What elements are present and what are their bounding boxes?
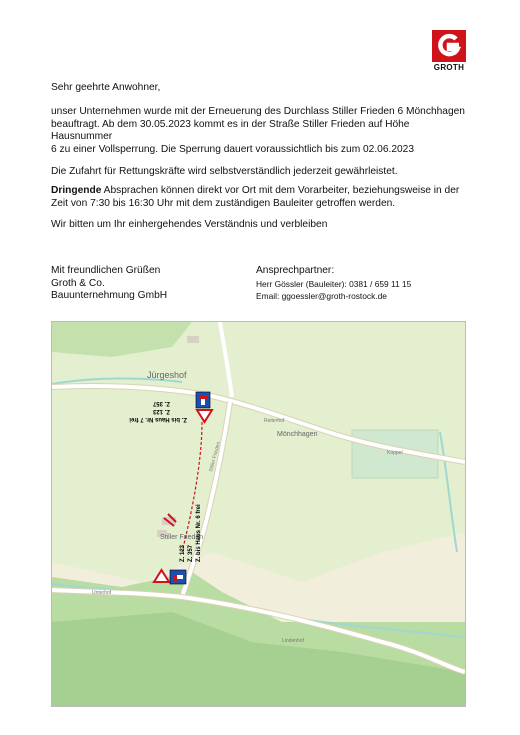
paragraph-emergency-access: Die Zufahrt für Rettungskräfte wird selbstverständlich jederzeit gewährleistet. [51, 166, 398, 177]
map-label-unterhof: Unterhof [92, 590, 112, 596]
groth-logo-text: GROTH [433, 63, 465, 72]
map-label-lindenhof: Lindenhof [282, 638, 304, 644]
map-building [187, 336, 199, 343]
map-label-reiterhof: Reiterhof [264, 418, 285, 424]
closing-company: Groth & Co. [51, 277, 105, 289]
groth-logo [432, 30, 466, 72]
map-label-stiller-frieden-road: Stiller Frieden [208, 441, 222, 473]
map-label-koppel: Koppel [387, 450, 403, 456]
urgent-line-2: Zeit von 7:30 bis 16:30 Uhr mit dem zuständigen Bauleiter getroffen werden. [51, 197, 396, 209]
sign-north-text-1: Z. 357 [152, 400, 170, 406]
contact-heading: Ansprechpartner: [256, 265, 335, 276]
closing-block [51, 265, 167, 303]
map-label-stiller-frieden: Stiller Frieden [160, 534, 204, 541]
closing-company-type: Bauunternehmung GmbH [51, 290, 168, 302]
paragraph-closure [51, 106, 471, 156]
sign-south-text-3: Z. bis Haus Nr. 6 frei [196, 504, 202, 562]
site-map [51, 321, 466, 707]
paragraph-understanding: Wir bitten um Ihr einhergehendes Verständnis und verbleiben [51, 219, 328, 230]
sign-north-text-2: Z. 123 [152, 408, 170, 414]
sign-south-text-1: Z. 123 [180, 544, 186, 562]
paragraph-closure-line-3: 6 zu einer Vollsperrung. Die Sperrung dauert voraussichtlich bis zum 02.06.2023 [51, 143, 414, 155]
urgent-keyword: Dringende [51, 185, 102, 196]
groth-logo-mark [432, 30, 466, 62]
contact-email: Email: ggoessler@groth-rostock.de [256, 291, 387, 302]
map-label-moenchhagen: Mönchhagen [277, 431, 318, 438]
contact-person: Herr Gössler (Bauleiter): 0381 / 659 11 15 [256, 278, 412, 289]
sign-north-text-3: Z. bis Haus Nr. 7 frei [129, 416, 187, 422]
paragraph-closure-line-2: beauftragt. Ab dem 30.05.2023 kommt es in der Straße Stiller Frieden auf Höhe Hausnummer [51, 118, 410, 143]
urgent-line-1-rest: Absprachen können direkt vor Ort mit dem Vorarbeiter, beziehungsweise in der [101, 185, 460, 196]
sign-south-text-2: Z. 357 [188, 544, 194, 562]
contact-block [256, 265, 411, 303]
salutation: Sehr geehrte Anwohner, [51, 82, 161, 93]
paragraph-urgent-contact [51, 185, 471, 210]
closing-greeting: Mit freundlichen Grüßen [51, 265, 161, 276]
paragraph-closure-line-1: unser Unternehmen wurde mit der Erneuerung des Durchlass Stiller Frieden 6 Mönchhagen [51, 106, 465, 117]
map-label-jurgeshof: Jürgeshof [147, 370, 187, 380]
